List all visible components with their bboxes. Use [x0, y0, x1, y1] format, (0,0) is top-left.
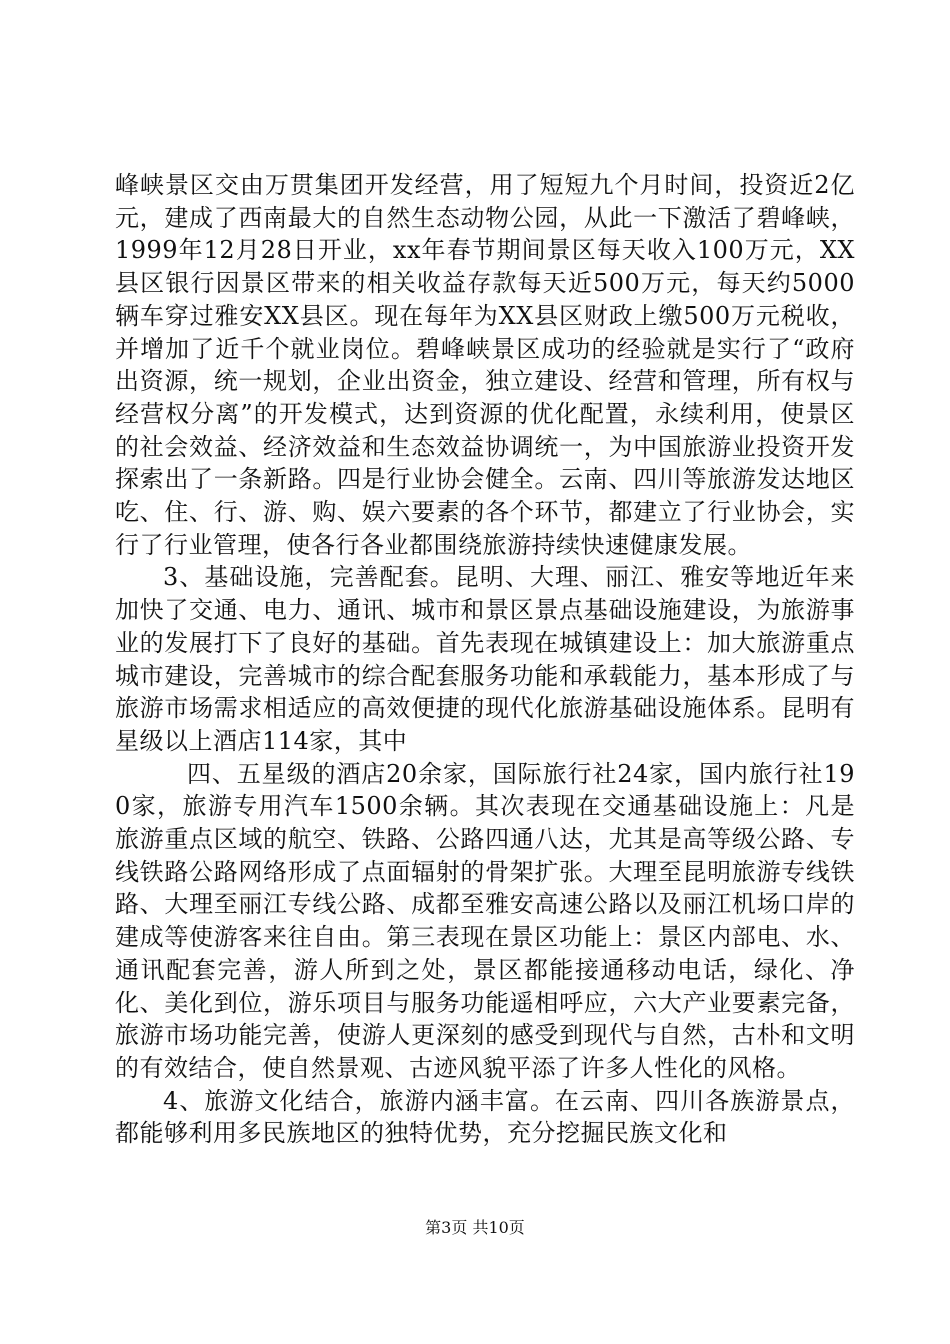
page-footer: 第3页 共10页 — [425, 1218, 525, 1237]
paragraph-culture: 4、旅游文化结合，旅游内涵丰富。在云南、四川各族游景点，都能够利用多民族地区的独特优势，充分挖掘民族文化和 — [115, 1086, 855, 1148]
paragraph-bifengxia: 峰峡景区交由万贯集团开发经营，用了短短九个月时间，投资近2亿元，建成了西南最大的自然生态动物公园，从此一下激活了碧峰峡，1999年12月28日开业，xx年春节期间景区每天收入100万元，XX县区银行因景区带来的相关收益存款每天近500万元，每天约5000辆车穿过雅安XX县区。现在每年为XX县区财政上缴500万元税收，并增加了近千个就业岗位。碧峰峡景区成功的经验就是实行了“政府出资源，统一规划，企业出资金，独立建设、经营和管理，所有权与经营权分离”的开发模式，达到资源的优化配置，永续利用，使景区的社会效益、经济效益和生态效益协调统一，为中国旅游业投资开发探索出了一条新路。四是行业协会健全。云南、四川等旅游发达地区吃、住、行、游、购、娱六要素的各个环节，都建立了行业协会，实行了行业管理，使各行各业都围绕旅游持续快速健康发展。 — [115, 171, 855, 559]
document-body — [115, 169, 855, 1150]
paragraph-infrastructure: 3、基础设施，完善配套。昆明、大理、丽江、雅安等地近年来加快了交通、电力、通讯、城市和景区景点基础设施建设，为旅游事业的发展打下了良好的基础。首先表现在城镇建设上：加大旅游重点城市建设，完善城市的综合配套服务功能和承载能力，基本形成了与旅游市场需求相适应的高效便捷的现代化旅游基础设施体系。昆明有星级以上酒店114家，其中 — [115, 563, 855, 755]
paragraph-hotels-transport: 四、五星级的酒店20余家，国际旅行社24家，国内旅行社190家，旅游专用汽车1500余辆。其次表现在交通基础设施上：凡是旅游重点区域的航空、铁路、公路四通八达，尤其是高等级公路、专线铁路公路网络形成了点面辐射的骨架扩张。大理至昆明旅游专线铁路、大理至丽江专线公路、成都至雅安高速公路以及丽江机场口岸的建成等使游客来往自由。第三表现在景区功能上：景区内部电、水、通讯配套完善，游人所到之处，景区都能接通移动电话，绿化、净化、美化到位，游乐项目与服务功能遥相呼应，六大产业要素完备，旅游市场功能完善，使游人更深刻的感受到现代与自然，古朴和文明的有效结合，使自然景观、古迹风貌平添了许多人性化的风格。 — [115, 759, 855, 1082]
